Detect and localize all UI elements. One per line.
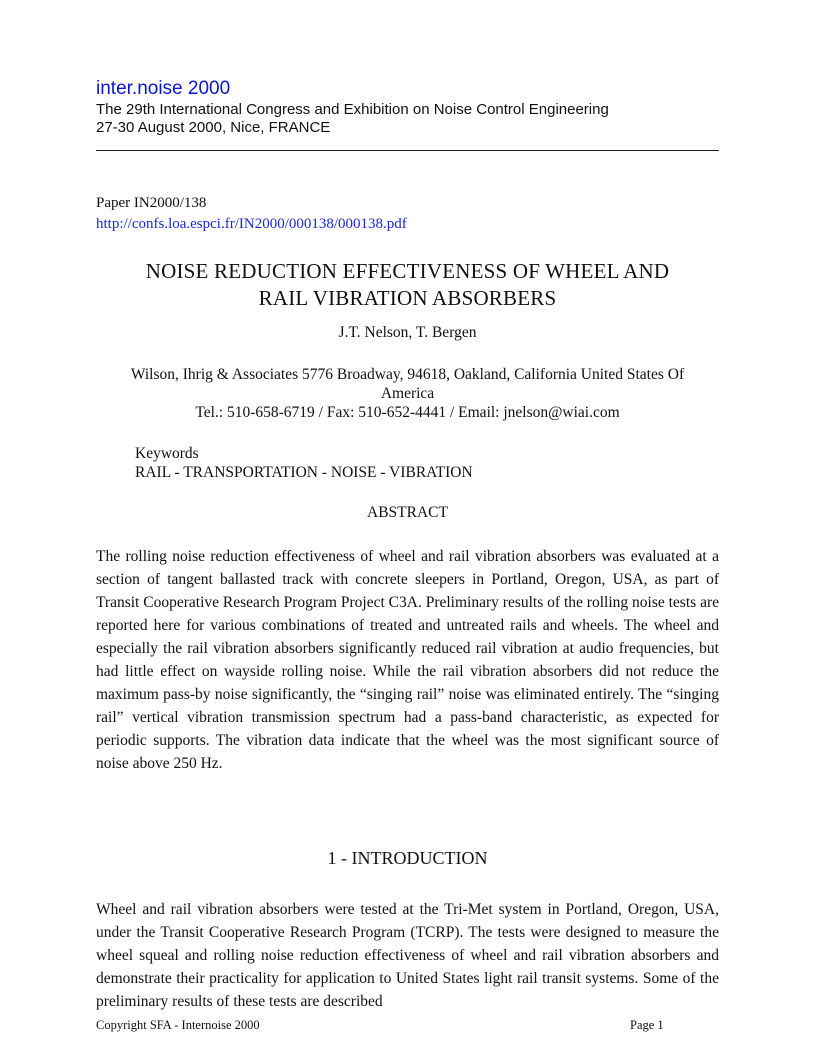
paper-title-line-1: NOISE REDUCTION EFFECTIVENESS OF WHEEL AND [145,259,670,283]
paper-title-line-2: RAIL VIBRATION ABSORBERS [258,286,557,310]
paper-url-link[interactable]: http://confs.loa.espci.fr/IN2000/000138/000138.pdf [96,216,407,232]
affiliation-line-1: Wilson, Ihrig & Associates 5776 Broadway, 94618, Oakland, California United States Of [130,366,685,383]
footer-page-number: Page 1 [630,1018,664,1032]
paper-id: Paper IN2000/138 [96,195,207,211]
conference-dates: 27-30 August 2000, Nice, FRANCE [96,119,331,136]
paper-authors: J.T. Nelson, T. Bergen [338,324,477,341]
conference-subtitle: The 29th International Congress and Exhibition on Noise Control Engineering [96,101,609,118]
keywords-list: RAIL - TRANSPORTATION - NOISE - VIBRATION [135,464,473,481]
paper-affiliation [96,365,719,422]
affiliation-line-2: America [380,385,435,402]
conference-header [96,101,736,137]
header-divider [96,150,719,151]
keywords-label: Keywords [135,445,199,462]
abstract-text: The rolling noise reduction effectiveness of wheel and rail vibration absorbers was evaluated at a section of tangent ballasted track with concrete sleepers in Portland, Oregon, USA, as part of Transit Cooperative Research Program Project C3A. Preliminary results of the rolling noise tests are reported here for various combinations of treated and untreated rails and wheels. The wheel and especially the rail vibration absorbers significantly reduced rail vibration at audio frequencies, but had little effect on wayside rolling noise. While the rail vibration absorbers did not reduce the maximum pass-by noise significantly, the “singing rail” noise was eliminated entirely. The “singing rail” vertical vibration transmission spectrum had a pass-band characteristic, as expected for periodic supports. The vibration data indicate that the wheel was the most significant source of noise above 250 Hz. [96,548,719,772]
contact-line: Tel.: 510-658-6719 / Fax: 510-652-4441 / Email: jnelson@wiai.com [195,404,620,421]
introduction-heading: 1 - INTRODUCTION [327,848,488,868]
introduction-text: Wheel and rail vibration absorbers were tested at the Tri-Met system in Portland, Oregon, USA, under the Transit Cooperative Research Program (TCRP). The tests were designed to measure the wheel squeal and rolling noise reduction effectiveness of wheel and rail vibration absorbers and demonstrate their practicality for application to United States light rail transit systems. Some of the preliminary results of these tests are described [96,901,719,1010]
conference-name: inter.noise 2000 [96,78,231,99]
footer-copyright: Copyright SFA - Internoise 2000 [96,1018,260,1032]
paper-title [96,258,719,312]
abstract-heading: ABSTRACT [367,504,448,521]
